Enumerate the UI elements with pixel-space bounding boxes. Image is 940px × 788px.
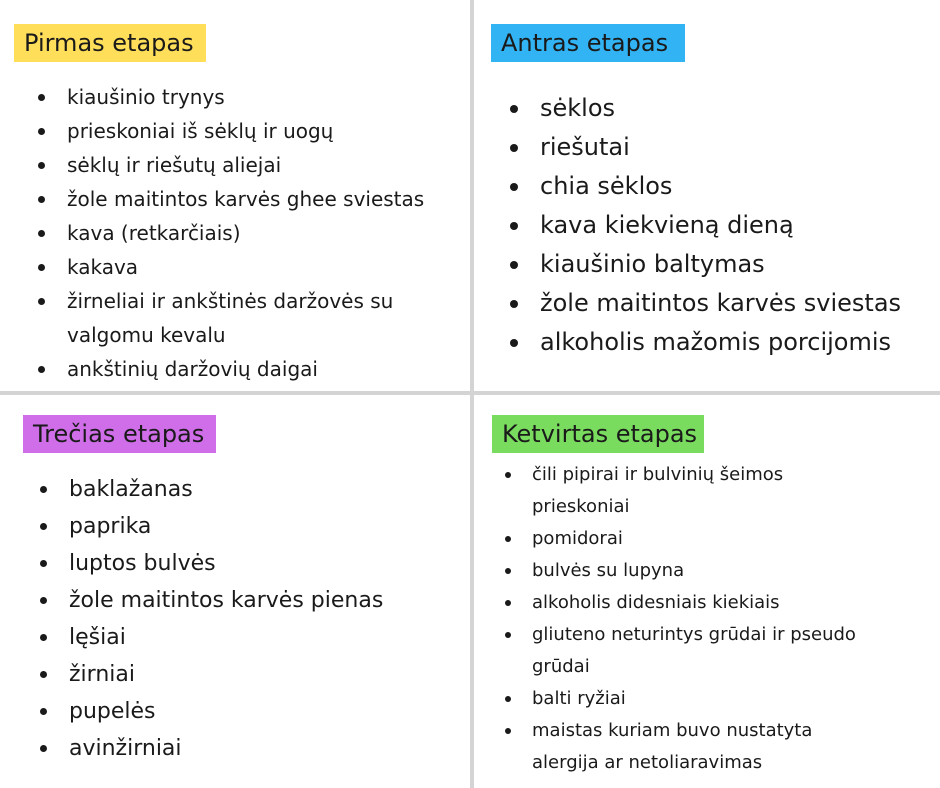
list-item: baklažanas (40, 471, 383, 508)
list-item-continuation: valgomu kevalu (67, 323, 226, 347)
list-item-continuation: alergija ar netoliaravimas (532, 752, 763, 773)
food-list (38, 80, 424, 386)
quadrant-title: Trečias etapas (23, 415, 216, 453)
list-item: lęšiai (40, 619, 383, 656)
list-item: avinžirniai (40, 730, 383, 767)
list-item: paprika (40, 508, 383, 545)
food-list (40, 471, 383, 767)
quadrant-title: Antras etapas (491, 24, 685, 62)
list-item: žirniai (40, 656, 383, 693)
list-item: kiaušinio trynys (38, 80, 424, 114)
list-item: sėklų ir riešutų aliejai (38, 148, 424, 182)
list-item-continuation: grūdai (532, 656, 590, 677)
quadrant-third-stage (0, 395, 470, 788)
list-item: gliuteno neturintys grūdai ir pseudo (505, 619, 856, 651)
list-item-continuation: prieskoniai (532, 496, 630, 517)
list-item: pupelės (40, 693, 383, 730)
list-item: kava (retkarčiais) (38, 216, 424, 250)
list-item: sėklos (510, 89, 901, 128)
quadrant-first-stage (0, 0, 470, 391)
quadrant-second-stage (474, 0, 940, 391)
list-item: ankštinių daržovių daigai (38, 352, 424, 386)
list-item: alkoholis didesniais kiekiais (505, 587, 856, 619)
list-item: žirneliai ir ankštinės daržovės su (38, 284, 424, 318)
list-item: balti ryžiai (505, 683, 856, 715)
list-item: riešutai (510, 128, 901, 167)
quadrant-title: Ketvirtas etapas (492, 415, 704, 453)
list-item: čili pipirai ir bulvinių šeimos (505, 459, 856, 491)
list-item: kiaušinio baltymas (510, 245, 901, 284)
food-list (505, 459, 856, 779)
list-item: kakava (38, 250, 424, 284)
list-item: bulvės su lupyna (505, 555, 856, 587)
list-item: žole maitintos karvės ghee sviestas (38, 182, 424, 216)
list-item: alkoholis mažomis porcijomis (510, 323, 901, 362)
quadrant-fourth-stage (474, 395, 940, 788)
list-item: žole maitintos karvės sviestas (510, 284, 901, 323)
food-list (510, 89, 901, 362)
list-item: žole maitintos karvės pienas (40, 582, 383, 619)
list-item: prieskoniai iš sėklų ir uogų (38, 114, 424, 148)
list-item: pomidorai (505, 523, 856, 555)
list-item: kava kiekvieną dieną (510, 206, 901, 245)
list-item: maistas kuriam buvo nustatyta (505, 715, 856, 747)
list-item: chia sėklos (510, 167, 901, 206)
list-item: luptos bulvės (40, 545, 383, 582)
quadrant-title: Pirmas etapas (14, 24, 206, 62)
